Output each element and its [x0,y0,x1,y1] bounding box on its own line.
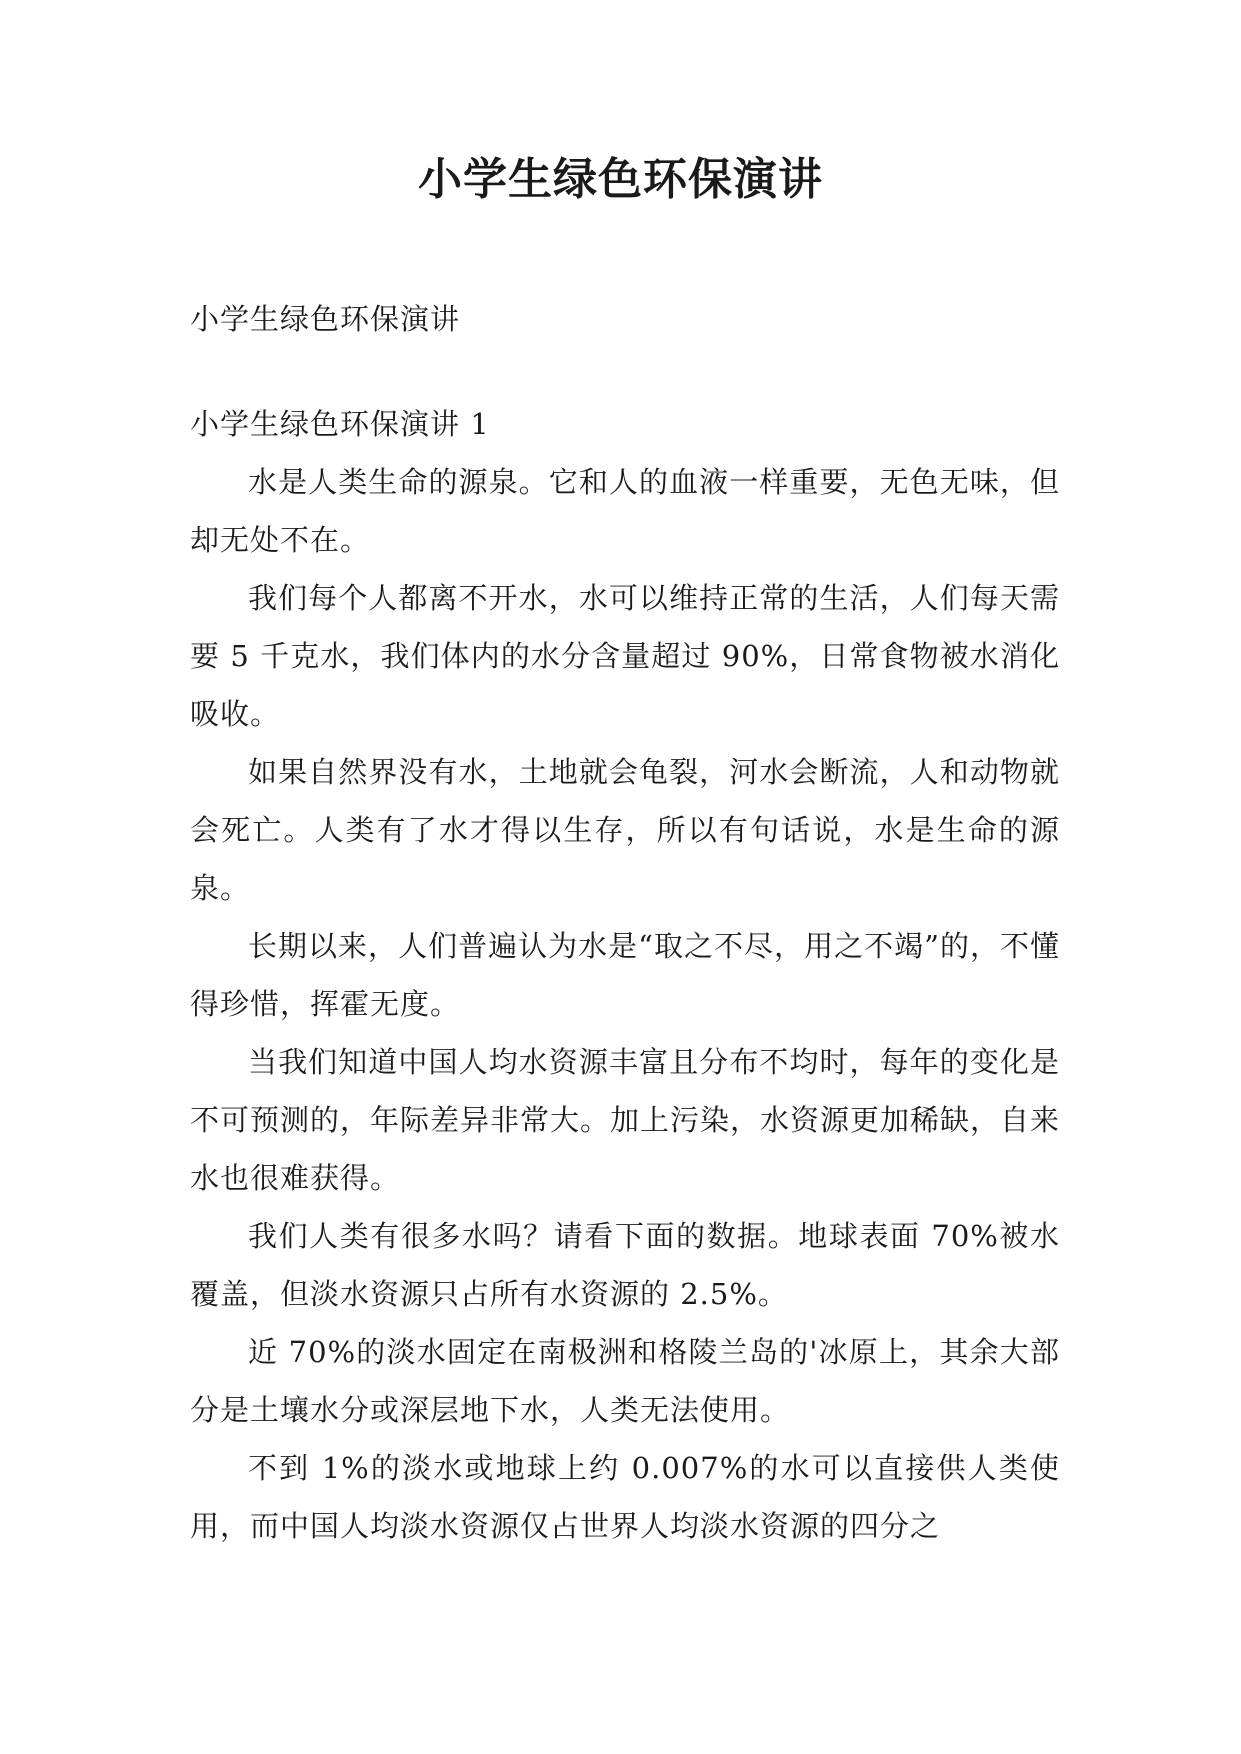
paragraph: 水是人类生命的源泉。它和人的血液一样重要，无色无味，但却无处不在。 [190,465,1060,557]
document-subtitle: 小学生绿色环保演讲 [190,302,461,336]
paragraph: 不到 1%的淡水或地球上约 0.007%的水可以直接供人类使用，而中国人均淡水资源仅占世界人均淡水资源的四分之 [190,1451,1060,1543]
paragraph: 如果自然界没有水，土地就会龟裂，河水会断流，人和动物就会死亡。人类有了水才得以生存，所以有句话说，水是生命的源泉。 [190,755,1060,905]
paragraph: 我们每个人都离不开水，水可以维持正常的生活，人们每天需要 5 千克水，我们体内的水分含量超过 90%，日常食物被水消化吸收。 [190,581,1060,731]
section-heading: 小学生绿色环保演讲 1 [190,407,490,441]
paragraph: 当我们知道中国人均水资源丰富且分布不均时，每年的变化是不可预测的，年际差异非常大。加上污染，水资源更加稀缺，自来水也很难获得。 [190,1045,1061,1195]
document-body [190,290,1060,1555]
paragraph: 近 70%的淡水固定在南极洲和格陵兰岛的'冰原上，其余大部分是土壤水分或深层地下水，人类无法使用。 [190,1335,1060,1427]
paragraph: 我们人类有很多水吗？请看下面的数据。地球表面 70%被水覆盖，但淡水资源只占所有水资源的 2.5%。 [190,1219,1060,1311]
paragraph: 长期以来，人们普遍认为水是“取之不尽，用之不竭”的，不懂得珍惜，挥霍无度。 [190,929,1060,1021]
document-title: 小学生绿色环保演讲 [418,154,823,205]
